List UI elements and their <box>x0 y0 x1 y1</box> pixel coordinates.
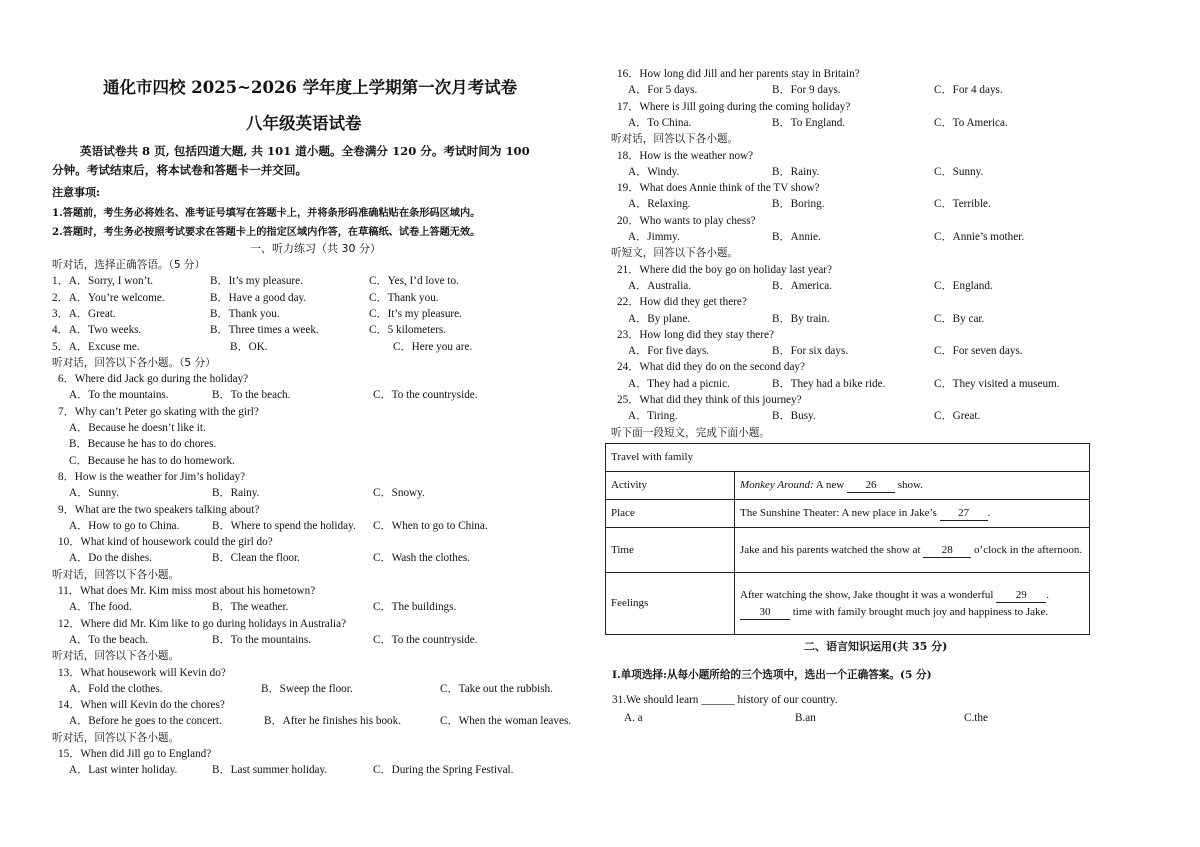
answer-option-c[interactable]: C．Snowy. <box>373 487 425 500</box>
answer-option-c[interactable]: C．For 4 days. <box>934 84 1003 97</box>
question-option-a[interactable]: 1．A．Sorry, I won’t. <box>52 275 153 288</box>
blank-29[interactable]: 29 <box>996 589 1046 603</box>
answer-option-a[interactable]: A．Do the dishes. <box>69 552 152 565</box>
question-stem: 13．What housework will Kevin do? <box>58 666 226 679</box>
time-pre: Jake and his parents watched the show at <box>740 543 924 556</box>
answer-option-b[interactable]: B．Boring. <box>772 198 825 211</box>
answer-option-c[interactable]: C．Wash the clothes. <box>373 552 470 565</box>
question-stem: 22．How did they get there? <box>617 296 747 309</box>
place-pre: The Sunshine Theater: A new place in Jake’s <box>740 507 940 519</box>
answer-option-c[interactable]: C．Sunny. <box>934 165 984 178</box>
q31-option-c[interactable]: C.the <box>964 712 988 724</box>
time-post: o’clock in the afternoon. <box>971 543 1083 556</box>
section-instruction: 听下面一段短文，完成下面小题。 <box>611 426 770 439</box>
answer-option-b[interactable]: B．The weather. <box>212 601 289 614</box>
question-stem: 25．What did they think of this journey? <box>617 394 802 406</box>
activity-cell <box>735 472 1090 500</box>
question-stem: 9．What are the two speakers talking about? <box>58 503 260 516</box>
answer-option-b[interactable]: B．To England. <box>772 116 846 129</box>
question-stem: 20．Who wants to play chess? <box>617 214 756 227</box>
travel-table <box>605 443 1090 635</box>
section-instruction: 听短文，回答以下各小题。 <box>611 247 739 260</box>
part2-title: 二、语言知识运用(共 35 分) <box>804 640 948 653</box>
answer-option-b[interactable]: B．Annie. <box>772 231 821 243</box>
answer-option-b[interactable]: B．Where to spend the holiday. <box>212 519 356 532</box>
question-option-b[interactable]: B．It’s my pleasure. <box>210 275 303 288</box>
intro-line-2: 分钟。考试结束后，将本试卷和答题卡一并交回。 <box>52 163 308 177</box>
blank-28[interactable]: 28 <box>923 544 971 558</box>
question-option-a[interactable]: 3．A．Great. <box>52 307 116 320</box>
answer-option-b[interactable]: B．For 9 days. <box>772 84 841 97</box>
question-option-c[interactable]: C．Yes, I’d love to. <box>369 275 459 288</box>
answer-option-b[interactable]: B．To the mountains. <box>212 633 311 646</box>
part2-instruction: Ⅰ.单项选择:从每小题所给的三个选项中，选出一个正确答案。(5 分) <box>612 669 932 681</box>
place-label: Place <box>606 500 735 528</box>
question-option-c[interactable]: C．It’s my pleasure. <box>369 307 462 320</box>
activity-post: show. <box>894 479 923 491</box>
answer-option-a[interactable]: A．Jimmy. <box>628 231 680 243</box>
answer-option-a[interactable]: A．To China. <box>628 116 692 129</box>
question-stem: 10．What kind of housework could the girl do? <box>58 536 273 549</box>
answer-option-b[interactable]: B．Last summer holiday. <box>212 764 328 777</box>
feel-mid: . <box>1046 588 1049 601</box>
answer-option-c[interactable]: C．They visited a museum. <box>934 377 1060 390</box>
answer-option-c[interactable]: C．Terrible. <box>934 198 991 211</box>
question-option-b[interactable]: B．Have a good day. <box>210 291 307 304</box>
question-stem: 11．What does Mr. Kim miss most about his hometown? <box>58 585 316 597</box>
answer-option-b[interactable]: B．Rainy. <box>772 165 820 178</box>
time-cell <box>735 528 1090 573</box>
answer-option-a[interactable]: A．How to go to China. <box>69 519 180 532</box>
question-option-b[interactable]: B．Three times a week. <box>210 324 319 337</box>
answer-option-a[interactable]: A．Australia. <box>628 279 692 292</box>
section-instruction: 听对话，选择正确答语。（5 分） <box>52 259 206 271</box>
question-option-a[interactable]: 4．A．Two weeks. <box>52 324 142 337</box>
place-cell <box>735 500 1090 528</box>
place-post: . <box>987 507 991 519</box>
answer-option-b[interactable]: B．By train. <box>772 312 830 325</box>
answer-option-a[interactable]: A．They had a picnic. <box>628 377 730 390</box>
answer-option-c[interactable]: C．Great. <box>934 410 981 423</box>
answer-option-a[interactable]: A．Fold the clothes. <box>69 682 163 695</box>
feel-pre: After watching the show, Jake thought it was a wonderful <box>740 588 997 601</box>
question-stem: 6．Where did Jack go during the holiday? <box>58 373 249 386</box>
question-option-c[interactable]: C．Thank you. <box>369 291 439 304</box>
question-option-c[interactable]: C．Here you are. <box>393 340 473 353</box>
question-option-c[interactable]: C．5 kilometers. <box>369 324 447 337</box>
answer-option-c[interactable]: C．When to go to China. <box>373 519 488 532</box>
answer-option-b[interactable]: B．Rainy. <box>212 487 260 500</box>
answer-option-c[interactable]: C．During the Spring Festival. <box>373 764 514 777</box>
blank-26[interactable]: 26 <box>847 479 895 493</box>
part1-title: 一、听力练习（共 30 分） <box>250 242 381 255</box>
answer-option-c[interactable]: C．By car. <box>934 312 985 325</box>
answer-option-a[interactable]: A．Before he goes to the concert. <box>69 715 222 728</box>
feel-post: time with family brought much joy and happiness to Jake. <box>790 605 1049 618</box>
activity-show-name: Monkey Around: <box>740 479 814 491</box>
answer-option-c[interactable]: C．To the countryside. <box>373 633 478 646</box>
blank-27[interactable]: 27 <box>940 507 988 521</box>
feelings-label: Feelings <box>606 573 735 635</box>
answer-option-a[interactable]: A．To the mountains. <box>69 389 169 402</box>
exam-subtitle: 八年级英语试卷 <box>246 114 362 133</box>
feelings-cell <box>735 573 1090 635</box>
notice-2: 2.答题时，考生务必按照考试要求在答题卡上的指定区域内作答，在草稿纸、试卷上答题无效。 <box>52 226 481 238</box>
answer-option-a[interactable]: A．Relaxing. <box>628 198 691 211</box>
answer-option-b[interactable]: B．For six days. <box>772 345 849 358</box>
question-stem: 19．What does Annie think of the TV show? <box>617 182 820 195</box>
question-stem: 24．What did they do on the second day? <box>617 361 805 374</box>
answer-option-a[interactable]: A．To the beach. <box>69 633 149 646</box>
answer-option-c[interactable]: C．Annie’s mother. <box>934 231 1025 243</box>
blank-30[interactable]: 30 <box>740 606 790 620</box>
answer-option-c[interactable]: C．To the countryside. <box>373 389 478 402</box>
section-instruction: 听对话，回答以下各小题。 <box>611 133 739 146</box>
answer-option-b[interactable]: B．Sweep the floor. <box>261 682 353 695</box>
exam-title: 通化市四校 2025~2026 学年度上学期第一次月考试卷 <box>103 78 518 97</box>
q31-option-b[interactable]: B.an <box>795 712 816 724</box>
answer-option-c[interactable]: C．The buildings. <box>373 601 457 614</box>
answer-option-c[interactable]: C．Take out the rubbish. <box>440 682 553 695</box>
answer-option-c[interactable]: C．When the woman leaves. <box>440 715 572 728</box>
activity-pre: A new <box>813 479 847 491</box>
answer-option-a[interactable]: A．For five days. <box>628 345 710 358</box>
section-instruction: 听对话，回答以下各小题。 <box>52 650 180 663</box>
answer-option-b[interactable]: B．To the beach. <box>212 389 291 402</box>
answer-option-a[interactable]: A．Sunny. <box>69 487 119 500</box>
question-stem: 14．When will Kevin do the chores? <box>58 699 225 712</box>
table-title: Travel with family <box>606 444 1090 472</box>
answer-option-b[interactable]: B．America. <box>772 279 832 292</box>
question-stem: 15．When did Jill go to England? <box>58 748 212 760</box>
question-stem: 7．Why can’t Peter go skating with the girl? <box>58 405 259 418</box>
answer-option[interactable]: B．Because he has to do chores. <box>69 438 217 451</box>
q31-option-a[interactable]: A. a <box>624 712 643 724</box>
section-instruction: 听对话，回答以下各小题。 <box>52 731 180 744</box>
question-option-b[interactable]: B．OK. <box>230 340 268 353</box>
activity-label: Activity <box>606 472 735 500</box>
notice-1: 1.答题前，考生务必将姓名、准考证号填写在答题卡上，并将条形码准确粘贴在条形码区域内。 <box>52 207 481 219</box>
question-stem: 21．Where did the boy go on holiday last year? <box>617 263 832 276</box>
question-stem: 8．How is the weather for Jim’s holiday? <box>58 470 246 483</box>
answer-option[interactable]: C．Because he has to do homework. <box>69 454 235 467</box>
question-option-a[interactable]: 5．A．Excuse me. <box>52 340 140 353</box>
question-stem: 23．How long did they stay there? <box>617 328 774 341</box>
answer-option-c[interactable]: C．To America. <box>934 116 1008 129</box>
answer-option-a[interactable]: A．Tiring. <box>628 410 678 423</box>
notice-title: 注意事项: <box>52 186 101 199</box>
answer-option-a[interactable]: A．For 5 days. <box>628 84 698 97</box>
answer-option-c[interactable]: C．For seven days. <box>934 345 1023 358</box>
answer-option[interactable]: A．Because he doesn’t like it. <box>69 422 206 434</box>
answer-option-a[interactable]: A．By plane. <box>628 312 691 325</box>
question-option-b[interactable]: B．Thank you. <box>210 307 280 320</box>
question-stem: 17．Where is Jill going during the coming holiday? <box>617 100 851 113</box>
answer-option-c[interactable]: C．England. <box>934 279 993 292</box>
answer-option-b[interactable]: B．Busy. <box>772 410 816 423</box>
answer-option-a[interactable]: A．Last winter holiday. <box>69 764 178 777</box>
answer-option-a[interactable]: A．The food. <box>69 601 132 614</box>
question-stem: 12．Where did Mr. Kim like to go during holidays in Australia? <box>58 617 347 630</box>
section-instruction: 听对话，回答以下各小题。（5 分） <box>52 356 216 369</box>
answer-option-a[interactable]: A．Windy. <box>628 165 680 178</box>
time-label: Time <box>606 528 735 573</box>
q31-stem: 31.We should learn ______ history of our country. <box>612 694 838 706</box>
intro-line-1: 英语试卷共 8 页, 包括四道大题, 共 101 道小题。全卷满分 120 分。考试时间为 100 <box>80 144 530 158</box>
answer-option-b[interactable]: B．They had a bike ride. <box>772 377 886 390</box>
question-stem: 16．How long did Jill and her parents stay in Britain? <box>617 68 860 80</box>
section-instruction: 听对话，回答以下各小题。 <box>52 568 180 581</box>
answer-option-b[interactable]: B．Clean the floor. <box>212 552 300 565</box>
question-stem: 18．How is the weather now? <box>617 149 754 162</box>
answer-option-b[interactable]: B．After he finishes his book. <box>264 715 402 728</box>
question-option-a[interactable]: 2．A．You’re welcome. <box>52 291 165 304</box>
